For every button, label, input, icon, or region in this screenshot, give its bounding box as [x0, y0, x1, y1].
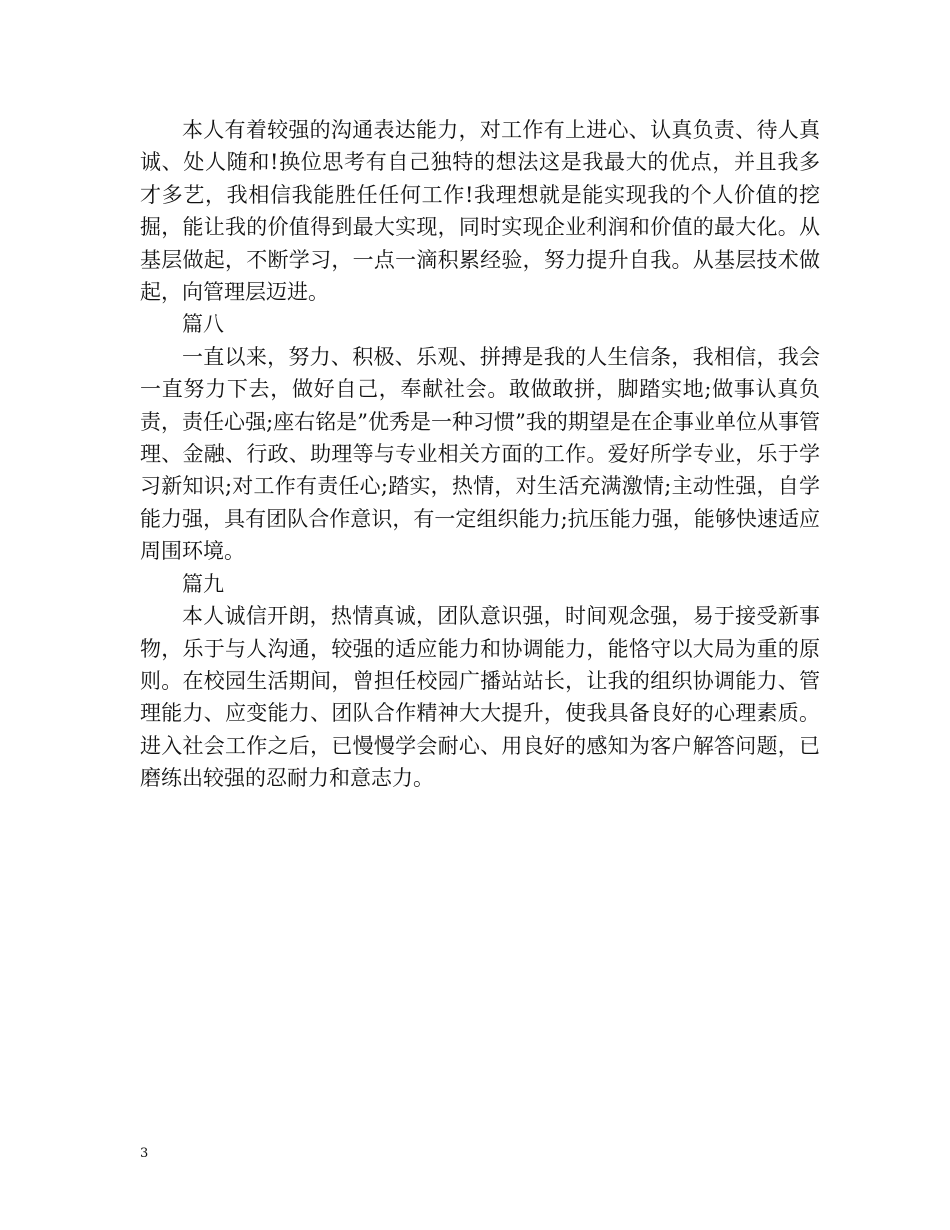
paragraph-section-9: 本人诚信开朗，热情真诚，团队意识强，时间观念强，易于接受新事物，乐于与人沟通，较强的适应能力和协调能力，能恪守以大局为重的原则。在校园生活期间，曾担任校园广播站站长，让我的组织协调能力、管理能力、应变能力、团队合作精神大大提升，使我具备良好的心理素质。进入社会工作之后，已慢慢学会耐心、用良好的感知为客户解答问题，已磨练出较强的忍耐力和意志力。 [140, 604, 820, 791]
document-body [140, 114, 820, 795]
section-heading-9: 篇九 [182, 571, 224, 596]
paragraph-section-8: 一直以来，努力、积极、乐观、拼搏是我的人生信条，我相信，我会一直努力下去，做好自己，奉献社会。敢做敢拼，脚踏实地;做事认真负责，责任心强;座右铭是”优秀是一种习惯”我的期望是在企事业单位从事管理、金融、行政、助理等与专业相关方面的工作。爱好所学专业，乐于学习新知识;对工作有责任心;踏实，热情，对生活充满激情;主动性强，自学能力强，具有团队合作意识，有一定组织能力;抗压能力强，能够快速适应周围环境。 [140, 344, 820, 564]
section-heading-8: 篇八 [182, 312, 224, 337]
paragraph-intro: 本人有着较强的沟通表达能力，对工作有上进心、认真负责、待人真诚、处人随和!换位思考有自己独特的想法这是我最大的优点，并且我多才多艺，我相信我能胜任任何工作!我理想就是能实现我的个人价值的挖掘，能让我的价值得到最大实现，同时实现企业利润和价值的最大化。从基层做起，不断学习，一点一滴积累经验，努力提升自我。从基层技术做起，向管理层迈进。 [140, 118, 820, 305]
page-number: 3 [140, 1146, 149, 1161]
